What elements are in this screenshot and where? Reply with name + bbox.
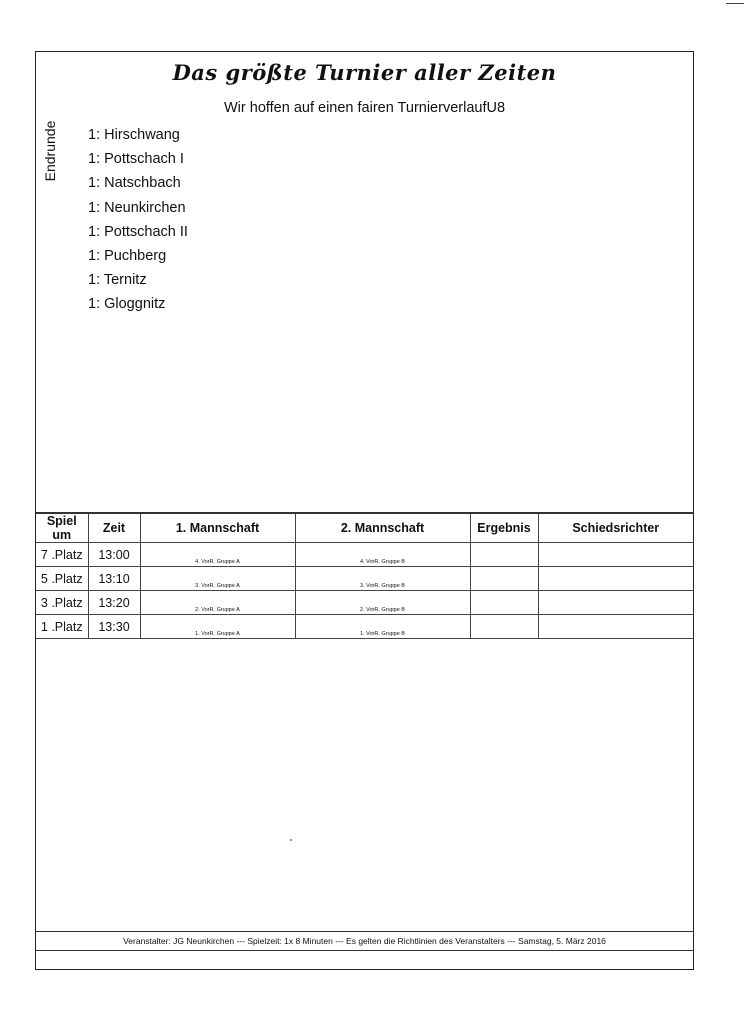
header-ergebnis: Ergebnis (470, 513, 538, 543)
cell-team-1 (140, 591, 295, 615)
cell-schiedsrichter (538, 543, 693, 567)
header-mannschaft-1: 1. Mannschaft (140, 513, 295, 543)
schedule-table (36, 512, 693, 639)
cell-platz: 3 .Platz (36, 591, 88, 615)
cell-zeit: 13:30 (88, 615, 140, 639)
table-row (36, 543, 693, 567)
cell-team-2 (295, 591, 470, 615)
header-zeit: Zeit (88, 513, 140, 543)
cell-ergebnis (470, 543, 538, 567)
team-item: 1: Gloggnitz (88, 296, 166, 313)
cell-ergebnis (470, 615, 538, 639)
cell-platz: 7 .Platz (36, 543, 88, 567)
team-item: 1: Hirschwang (88, 127, 180, 143)
table-row (36, 615, 693, 639)
cell-team-1 (140, 543, 295, 567)
cell-zeit: 13:20 (88, 591, 140, 615)
cell-ergebnis (470, 567, 538, 591)
team-2-label: 3. VorR. Gruppe B (360, 583, 405, 589)
cell-team-1 (140, 567, 295, 591)
schedule-header-row (36, 513, 693, 543)
scan-speck (290, 839, 292, 841)
team-2-label: 2. VorR. Gruppe B (360, 607, 405, 613)
cell-platz: 1 .Platz (36, 615, 88, 639)
cell-team-2 (295, 543, 470, 567)
team-1-label: 2. VorR. Gruppe A (195, 607, 240, 613)
section-label-endrunde: Endrunde (42, 120, 58, 182)
cell-team-1 (140, 615, 295, 639)
cell-platz: 5 .Platz (36, 567, 88, 591)
page-subtitle: Wir hoffen auf einen fairen TurnierverlaufU8 (223, 100, 506, 116)
teams-list (88, 123, 188, 317)
team-item: 1: Natschbach (88, 175, 181, 192)
cell-schiedsrichter (538, 615, 693, 639)
team-1-label: 1. VorR. Gruppe A (195, 631, 240, 637)
cell-team-2 (295, 567, 470, 591)
cell-team-2 (295, 615, 470, 639)
team-item: 1: Neunkirchen (88, 199, 186, 216)
table-row (36, 567, 693, 591)
team-item: 1: Pottschach II (88, 223, 188, 240)
header-mannschaft-2: 2. Mannschaft (295, 513, 470, 543)
team-item: 1: Ternitz (88, 272, 147, 289)
header-schiedsrichter: Schiedsrichter (538, 513, 693, 543)
team-1-label: 3. VorR. Gruppe A (195, 583, 240, 589)
team-item: 1: Puchberg (88, 247, 167, 264)
footer-info: Veranstalter: JG Neunkirchen --- Spielzeit: 1x 8 Minuten --- Es gelten die Richtlinien des Veranstalters --- Samstag, 5. März 2016 (36, 931, 693, 951)
cell-schiedsrichter (538, 567, 693, 591)
cell-zeit: 13:10 (88, 567, 140, 591)
table-row (36, 591, 693, 615)
team-2-label: 4. VorR. Gruppe B (360, 559, 405, 565)
page-title: Das größte Turnier aller Zeiten (172, 60, 557, 85)
cell-ergebnis (470, 591, 538, 615)
team-2-label: 1. VorR. Gruppe B (360, 631, 405, 637)
team-1-label: 4. VorR. Gruppe A (195, 559, 240, 565)
corner-mark (726, 3, 744, 4)
team-item: 1: Pottschach I (88, 151, 184, 168)
tournament-sheet (35, 51, 694, 970)
cell-schiedsrichter (538, 591, 693, 615)
header-spiel-um: Spiel um (36, 513, 88, 543)
cell-zeit: 13:00 (88, 543, 140, 567)
